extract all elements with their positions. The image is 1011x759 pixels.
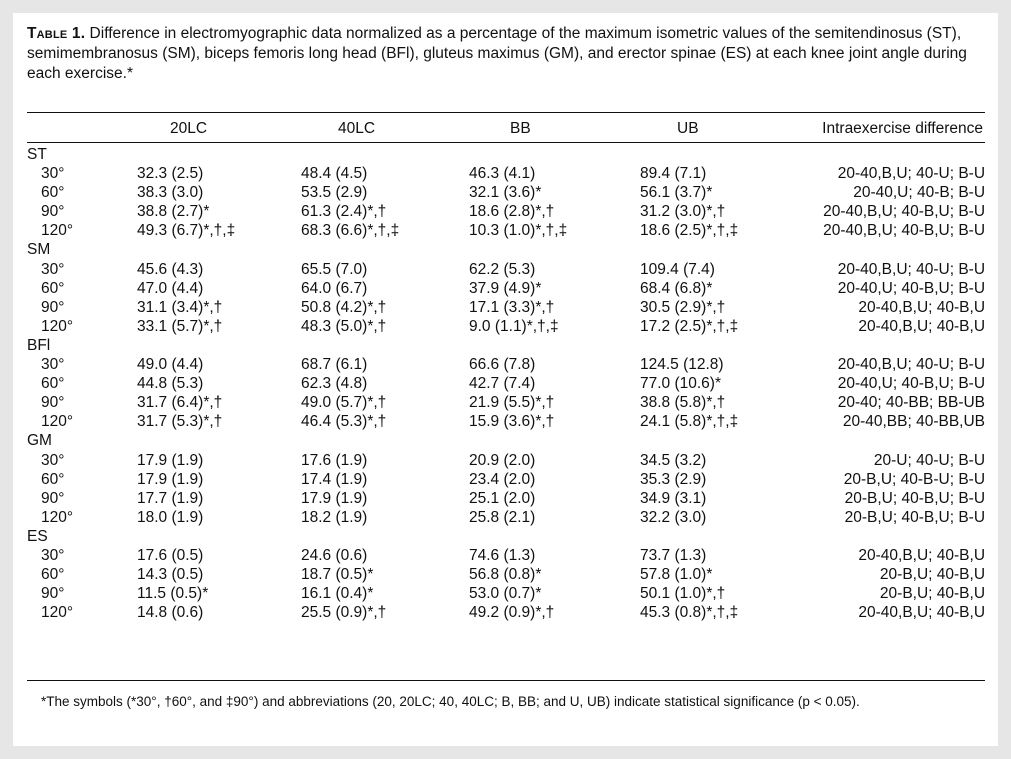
cell-ub: 31.2 (3.0)*,† (640, 203, 726, 221)
cell-20lc: 47.0 (4.4) (137, 279, 204, 297)
group-row (27, 336, 985, 355)
group-row (27, 527, 985, 546)
top-rule (27, 112, 985, 113)
cell-intraexercise-difference: 20-40,B,U; 40-B,U (858, 546, 986, 564)
cell-angle: 120° (41, 413, 74, 431)
header-bb: BB (510, 120, 531, 137)
cell-intraexercise-difference: 20-40,B,U; 40-U; B-U (837, 260, 986, 278)
table-body (27, 145, 985, 622)
group-label: ST (27, 146, 47, 163)
cell-20lc: 38.3 (3.0) (137, 184, 204, 202)
cell-ub: 24.1 (5.8)*,†,‡ (640, 413, 739, 431)
table-row (27, 202, 985, 221)
cell-bb: 74.6 (1.3) (469, 546, 536, 564)
table-row (27, 412, 985, 431)
cell-angle: 30° (41, 356, 65, 374)
cell-ub: 73.7 (1.3) (640, 546, 707, 564)
cell-40lc: 17.6 (1.9) (301, 451, 368, 469)
table-row (27, 508, 985, 527)
cell-angle: 30° (41, 451, 65, 469)
cell-angle: 30° (41, 165, 65, 183)
cell-bb: 20.9 (2.0) (469, 451, 536, 469)
group-label: BFl (27, 336, 51, 354)
cell-bb: 9.0 (1.1)*,†,‡ (469, 317, 559, 335)
cell-angle: 60° (41, 279, 65, 297)
cell-ub: 45.3 (0.8)*,†,‡ (640, 604, 739, 622)
caption-text: Difference in electromyographic data normalized as a percentage of the maximum isometric values of the semitendinosus (ST), semimembranosus (SM), biceps femoris long head (BFl), gluteus maximus (GM), and erector spinae (ES) at each knee joint angle during each exercise.* (27, 25, 967, 82)
cell-20lc: 17.9 (1.9) (137, 451, 204, 469)
cell-intraexercise-difference: 20-40,B,U; 40-B,U (858, 604, 986, 622)
cell-ub: 109.4 (7.4) (640, 260, 715, 278)
cell-40lc: 68.7 (6.1) (301, 356, 368, 374)
cell-angle: 90° (41, 394, 65, 412)
cell-20lc: 45.6 (4.3) (137, 260, 204, 278)
cell-40lc: 48.4 (4.5) (301, 165, 368, 183)
cell-20lc: 38.8 (2.7)* (137, 203, 210, 221)
cell-intraexercise-difference: 20-40; 40-BB; BB-UB (837, 394, 986, 412)
cell-20lc: 44.8 (5.3) (137, 375, 204, 393)
cell-40lc: 18.7 (0.5)* (301, 566, 374, 584)
cell-angle: 60° (41, 184, 65, 202)
cell-bb: 46.3 (4.1) (469, 165, 536, 183)
cell-bb: 18.6 (2.8)*,† (469, 203, 555, 221)
cell-angle: 90° (41, 203, 65, 221)
group-label: ES (27, 527, 48, 545)
group-label: GM (27, 432, 52, 450)
table-row (27, 546, 985, 565)
cell-bb: 21.9 (5.5)*,† (469, 394, 555, 412)
cell-angle: 60° (41, 375, 65, 393)
table-frame (13, 13, 998, 746)
cell-angle: 90° (41, 489, 65, 507)
table-row (27, 565, 985, 584)
table-label: Table 1. (27, 25, 86, 42)
cell-intraexercise-difference: 20-40,BB; 40-BB,UB (842, 413, 986, 431)
cell-intraexercise-difference: 20-40,B,U; 40-U; B-U (837, 165, 986, 183)
cell-40lc: 24.6 (0.6) (301, 546, 368, 564)
cell-ub: 35.3 (2.9) (640, 470, 707, 488)
cell-ub: 34.5 (3.2) (640, 451, 707, 469)
cell-intraexercise-difference: 20-B,U; 40-B,U; B-U (844, 508, 986, 526)
cell-intraexercise-difference: 20-B,U; 40-B-U; B-U (843, 470, 986, 488)
header-intraexercise-difference: Intraexercise difference (822, 120, 983, 137)
cell-20lc: 14.3 (0.5) (137, 566, 204, 584)
cell-angle: 30° (41, 260, 65, 278)
cell-intraexercise-difference: 20-B,U; 40-B,U (879, 566, 986, 584)
table-row (27, 279, 985, 298)
group-row (27, 145, 985, 164)
cell-20lc: 11.5 (0.5)* (137, 585, 209, 603)
cell-ub: 17.2 (2.5)*,†,‡ (640, 317, 739, 335)
group-row (27, 431, 985, 450)
table-row (27, 584, 985, 603)
table-row (27, 164, 985, 183)
cell-ub: 77.0 (10.6)* (640, 375, 721, 393)
cell-intraexercise-difference: 20-B,U; 40-B,U; B-U (844, 489, 986, 507)
group-row (27, 240, 985, 259)
table-row (27, 470, 985, 489)
cell-ub: 50.1 (1.0)*,† (640, 585, 726, 603)
cell-20lc: 18.0 (1.9) (137, 508, 204, 526)
cell-angle: 120° (41, 222, 74, 240)
cell-bb: 49.2 (0.9)*,† (469, 604, 555, 622)
cell-ub: 57.8 (1.0)* (640, 566, 713, 584)
cell-bb: 17.1 (3.3)*,† (469, 298, 555, 316)
cell-ub: 30.5 (2.9)*,† (640, 298, 726, 316)
cell-ub: 89.4 (7.1) (640, 165, 707, 183)
table-row (27, 393, 985, 412)
cell-40lc: 16.1 (0.4)* (301, 585, 374, 603)
table-row (27, 355, 985, 374)
cell-bb: 37.9 (4.9)* (469, 279, 542, 297)
cell-intraexercise-difference: 20-40,B,U; 40-U; B-U (837, 356, 986, 374)
cell-bb: 32.1 (3.6)* (469, 184, 542, 202)
header-20lc: 20LC (170, 120, 208, 137)
table-row (27, 221, 985, 240)
table-row (27, 603, 985, 622)
cell-intraexercise-difference: 20-40,B,U; 40-B,U (858, 317, 986, 335)
cell-angle: 90° (41, 585, 65, 603)
cell-ub: 38.8 (5.8)*,† (640, 394, 726, 412)
cell-bb: 25.1 (2.0) (469, 489, 536, 507)
cell-angle: 120° (41, 604, 74, 622)
table-row (27, 374, 985, 393)
cell-bb: 62.2 (5.3) (469, 260, 536, 278)
bottom-rule (27, 680, 985, 681)
cell-ub: 18.6 (2.5)*,†,‡ (640, 222, 739, 240)
cell-40lc: 17.9 (1.9) (301, 489, 368, 507)
cell-40lc: 53.5 (2.9) (301, 184, 368, 202)
cell-20lc: 14.8 (0.6) (137, 604, 204, 622)
cell-40lc: 49.0 (5.7)*,† (301, 394, 387, 412)
cell-40lc: 18.2 (1.9) (301, 508, 368, 526)
cell-ub: 124.5 (12.8) (640, 356, 724, 374)
header-rule (27, 142, 985, 143)
cell-intraexercise-difference: 20-40,U; 40-B,U; B-U (837, 279, 986, 297)
cell-angle: 120° (41, 508, 74, 526)
cell-40lc: 17.4 (1.9) (301, 470, 368, 488)
table-row (27, 298, 985, 317)
cell-20lc: 31.7 (5.3)*,† (137, 413, 223, 431)
cell-40lc: 48.3 (5.0)*,† (301, 317, 387, 335)
cell-ub: 34.9 (3.1) (640, 489, 707, 507)
cell-angle: 90° (41, 298, 65, 316)
cell-bb: 53.0 (0.7)* (469, 585, 542, 603)
cell-bb: 15.9 (3.6)*,† (469, 413, 555, 431)
cell-40lc: 46.4 (5.3)*,† (301, 413, 387, 431)
cell-angle: 120° (41, 317, 74, 335)
cell-bb: 25.8 (2.1) (469, 508, 536, 526)
cell-40lc: 25.5 (0.9)*,† (301, 604, 387, 622)
cell-20lc: 49.0 (4.4) (137, 356, 204, 374)
group-label: SM (27, 241, 51, 259)
cell-20lc: 17.9 (1.9) (137, 470, 204, 488)
cell-intraexercise-difference: 20-40,B,U; 40-B,U; B-U (823, 203, 986, 221)
table-row (27, 317, 985, 336)
header-ub: UB (677, 120, 699, 137)
table-row (27, 260, 985, 279)
cell-ub: 32.2 (3.0) (640, 508, 707, 526)
cell-bb: 56.8 (0.8)* (469, 566, 542, 584)
cell-intraexercise-difference: 20-40,B,U; 40-B,U; B-U (823, 222, 986, 240)
table-row (27, 451, 985, 470)
cell-angle: 60° (41, 470, 65, 488)
cell-intraexercise-difference: 20-40,U; 40-B,U; B-U (837, 375, 986, 393)
table-footnote: *The symbols (*30°, †60°, and ‡90°) and abbreviations (20, 20LC; 40, 40LC; B, BB; and U, UB) indicate statistical significance (p < 0.05). (41, 694, 860, 709)
header-40lc: 40LC (338, 120, 376, 137)
table-row (27, 489, 985, 508)
data-table (27, 145, 985, 622)
cell-ub: 56.1 (3.7)* (640, 184, 713, 202)
cell-bb: 42.7 (7.4) (469, 375, 536, 393)
table-row (27, 183, 985, 202)
cell-intraexercise-difference: 20-U; 40-U; B-U (873, 451, 986, 469)
cell-20lc: 49.3 (6.7)*,†,‡ (137, 222, 236, 240)
table-caption (27, 24, 985, 84)
cell-intraexercise-difference: 20-40,B,U; 40-B,U (858, 298, 986, 316)
cell-bb: 66.6 (7.8) (469, 356, 536, 374)
cell-20lc: 17.6 (0.5) (137, 546, 204, 564)
cell-bb: 23.4 (2.0) (469, 470, 536, 488)
cell-angle: 60° (41, 566, 65, 584)
cell-20lc: 17.7 (1.9) (137, 489, 204, 507)
cell-intraexercise-difference: 20-B,U; 40-B,U (879, 585, 986, 603)
cell-ub: 68.4 (6.8)* (640, 279, 713, 297)
cell-bb: 10.3 (1.0)*,†,‡ (469, 222, 568, 240)
cell-20lc: 31.7 (6.4)*,† (137, 394, 223, 412)
cell-intraexercise-difference: 20-40,U; 40-B; B-U (853, 184, 986, 202)
cell-20lc: 32.3 (2.5) (137, 165, 204, 183)
cell-40lc: 61.3 (2.4)*,† (301, 203, 387, 221)
cell-40lc: 62.3 (4.8) (301, 375, 368, 393)
cell-angle: 30° (41, 546, 65, 564)
cell-40lc: 68.3 (6.6)*,†,‡ (301, 222, 400, 240)
cell-40lc: 65.5 (7.0) (301, 260, 368, 278)
cell-20lc: 33.1 (5.7)*,† (137, 317, 223, 335)
cell-40lc: 50.8 (4.2)*,† (301, 298, 387, 316)
cell-20lc: 31.1 (3.4)*,† (137, 298, 223, 316)
cell-40lc: 64.0 (6.7) (301, 279, 368, 297)
